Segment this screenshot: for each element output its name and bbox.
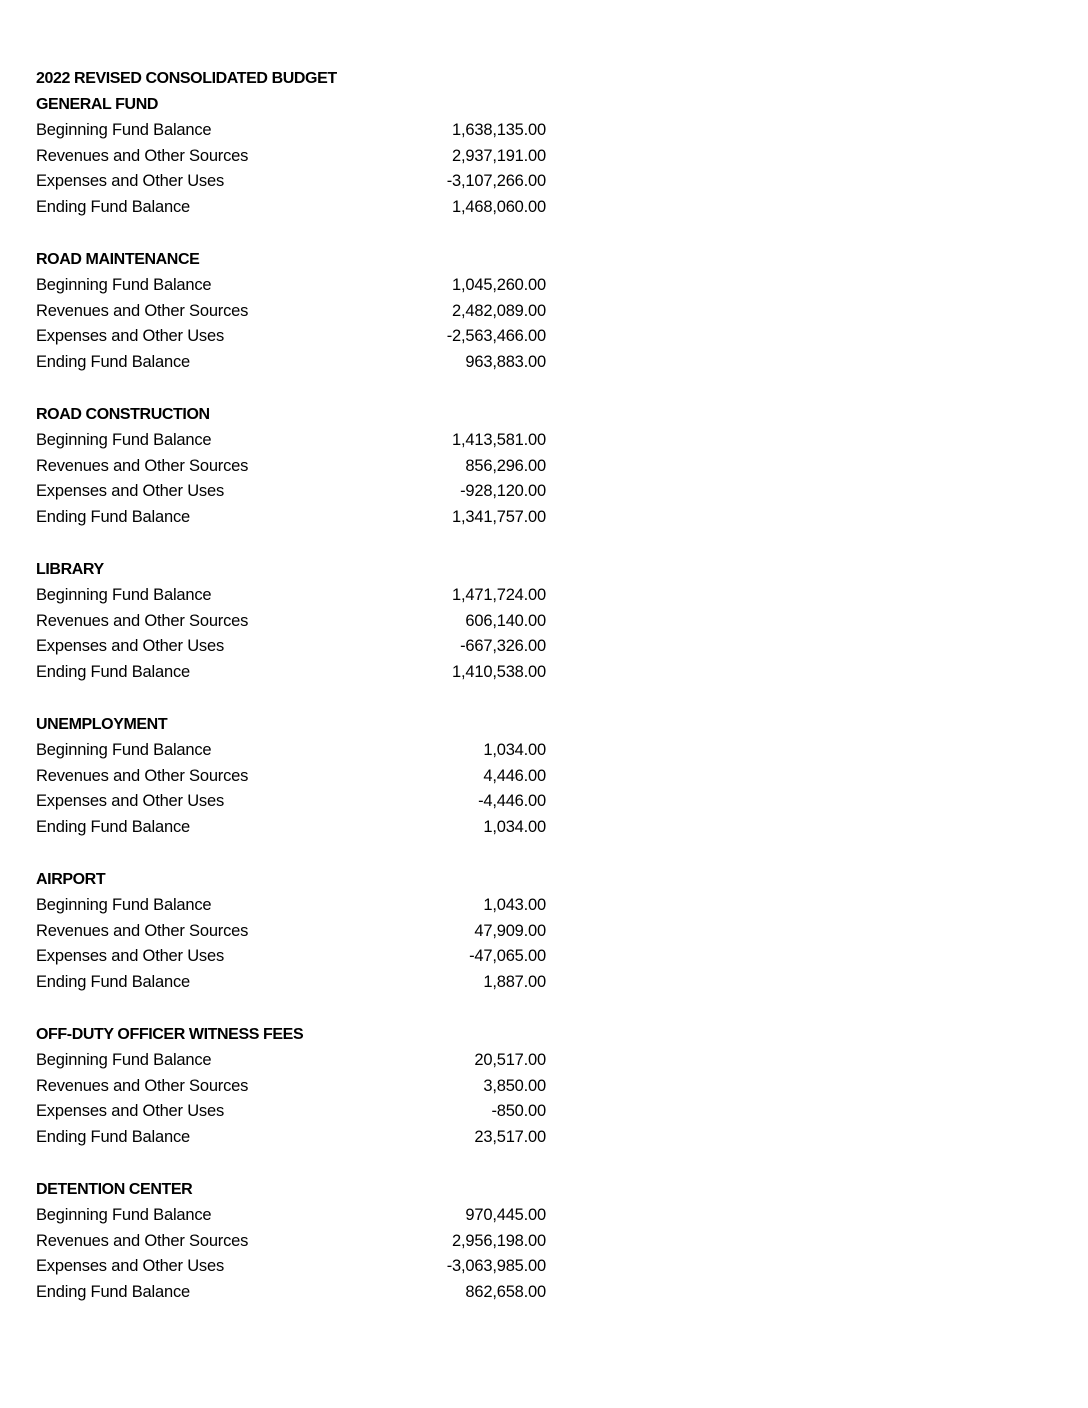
row-value: -850.00 [491,1102,546,1121]
row-value: 862,658.00 [465,1283,546,1302]
fund-row [36,1203,556,1229]
fund-section [36,1177,556,1306]
row-label: Expenses and Other Uses [36,792,225,811]
row-value: 1,043.00 [483,895,546,914]
fund-row [36,350,556,376]
row-value: 20,517.00 [474,1050,546,1069]
row-value: -2,563,466.00 [446,327,546,346]
document-title: 2022 REVISED CONSOLIDATED BUDGET [36,70,337,87]
row-value: -928,120.00 [460,482,546,501]
row-value: 1,471,724.00 [452,585,546,604]
fund-row [36,1254,556,1280]
row-value: 2,956,198.00 [452,1231,546,1250]
fund-row [36,299,556,325]
row-label: Expenses and Other Uses [36,637,225,656]
fund-heading: UNEMPLOYMENT [36,716,168,733]
row-value: 963,883.00 [465,353,546,372]
row-label: Expenses and Other Uses [36,482,225,501]
fund-row [36,660,556,686]
row-label: Beginning Fund Balance [36,1205,212,1224]
fund-heading: AIRPORT [36,871,106,888]
row-label: Revenues and Other Sources [36,611,249,630]
row-value: 1,341,757.00 [452,508,546,527]
row-label: Ending Fund Balance [36,663,190,682]
fund-row [36,1125,556,1151]
row-label: Beginning Fund Balance [36,585,212,604]
row-label: Expenses and Other Uses [36,327,225,346]
fund-heading: GENERAL FUND [36,96,159,113]
row-label: Ending Fund Balance [36,1128,190,1147]
fund-row [36,1074,556,1100]
row-value: 3,850.00 [483,1076,546,1095]
fund-row [36,634,556,660]
row-value: 1,034.00 [483,818,546,837]
fund-row [36,428,556,454]
fund-row [36,169,556,195]
fund-row [36,944,556,970]
fund-row [36,764,556,790]
row-label: Ending Fund Balance [36,973,190,992]
row-label: Revenues and Other Sources [36,1231,249,1250]
fund-row [36,324,556,350]
row-label: Beginning Fund Balance [36,120,212,139]
row-value: 1,413,581.00 [452,430,546,449]
row-label: Beginning Fund Balance [36,740,212,759]
fund-row [36,1280,556,1306]
fund-row [36,195,556,221]
fund-heading: OFF-DUTY OFFICER WITNESS FEES [36,1026,304,1043]
fund-section [36,92,556,221]
row-value: -3,063,985.00 [446,1257,546,1276]
fund-row [36,479,556,505]
row-value: 1,638,135.00 [452,120,546,139]
fund-row [36,1099,556,1125]
row-label: Revenues and Other Sources [36,766,249,785]
fund-row [36,970,556,996]
row-label: Revenues and Other Sources [36,456,249,475]
fund-row [36,893,556,919]
row-label: Beginning Fund Balance [36,275,212,294]
row-label: Ending Fund Balance [36,508,190,527]
row-label: Ending Fund Balance [36,1283,190,1302]
row-value: 23,517.00 [474,1128,546,1147]
fund-row [36,789,556,815]
row-value: 1,045,260.00 [452,275,546,294]
fund-row [36,144,556,170]
row-value: 2,937,191.00 [452,146,546,165]
row-label: Revenues and Other Sources [36,1076,249,1095]
fund-heading: ROAD MAINTENANCE [36,251,200,268]
row-value: 2,482,089.00 [452,301,546,320]
row-value: 1,468,060.00 [452,198,546,217]
row-value: -667,326.00 [460,637,546,656]
fund-section [36,557,556,686]
row-value: 1,410,538.00 [452,663,546,682]
fund-row [36,505,556,531]
fund-heading: ROAD CONSTRUCTION [36,406,210,423]
fund-row [36,1048,556,1074]
fund-row [36,273,556,299]
fund-row [36,815,556,841]
row-label: Expenses and Other Uses [36,1257,225,1276]
row-value: 47,909.00 [474,921,546,940]
fund-section [36,867,556,996]
row-label: Expenses and Other Uses [36,947,225,966]
fund-row [36,609,556,635]
row-label: Beginning Fund Balance [36,1050,212,1069]
row-label: Revenues and Other Sources [36,921,249,940]
row-label: Expenses and Other Uses [36,172,225,191]
row-label: Ending Fund Balance [36,353,190,372]
fund-section [36,1022,556,1151]
row-value: -4,446.00 [478,792,546,811]
row-value: 1,034.00 [483,740,546,759]
row-label: Ending Fund Balance [36,818,190,837]
row-value: 606,140.00 [465,611,546,630]
fund-row [36,919,556,945]
fund-section [36,712,556,841]
row-label: Ending Fund Balance [36,198,190,217]
fund-heading: DETENTION CENTER [36,1181,193,1198]
fund-section [36,402,556,531]
fund-row [36,583,556,609]
row-label: Revenues and Other Sources [36,146,249,165]
fund-row [36,118,556,144]
fund-heading: LIBRARY [36,561,104,578]
fund-row [36,454,556,480]
row-value: 4,446.00 [483,766,546,785]
row-value: -3,107,266.00 [446,172,546,191]
row-value: 856,296.00 [465,456,546,475]
fund-section [36,247,556,376]
row-label: Revenues and Other Sources [36,301,249,320]
row-value: -47,065.00 [469,947,546,966]
row-label: Beginning Fund Balance [36,895,212,914]
fund-row [36,1229,556,1255]
row-value: 1,887.00 [483,973,546,992]
row-label: Beginning Fund Balance [36,430,212,449]
row-label: Expenses and Other Uses [36,1102,225,1121]
fund-row [36,738,556,764]
row-value: 970,445.00 [465,1205,546,1224]
